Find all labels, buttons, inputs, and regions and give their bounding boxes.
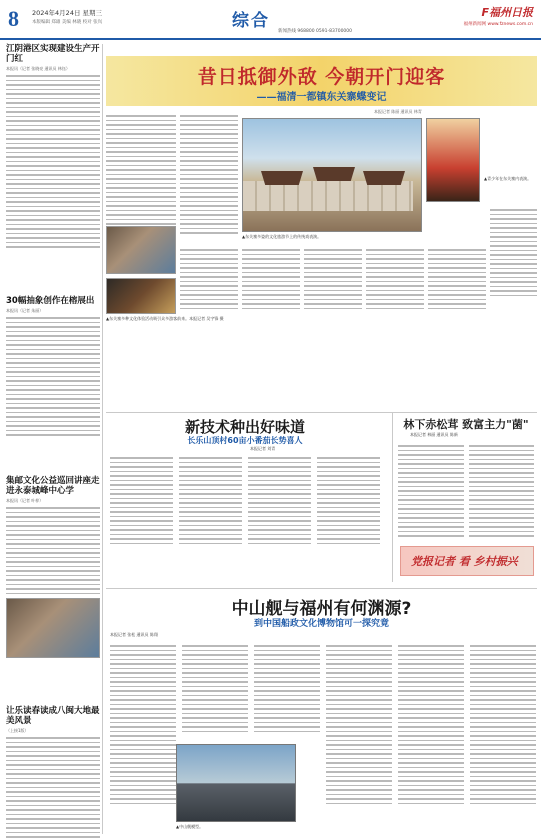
article-title: 集邮文化公益巡回讲座走进永泰城峰中心学 [6,476,100,496]
article-body [6,75,100,248]
mushroom-article-byline: 本报记者 林丽 通讯员 陈新 [410,432,458,437]
left-article-4 [6,706,100,839]
column-divider [102,44,103,834]
feature-text-col-4 [242,246,300,312]
feature-text-col-5 [304,246,362,312]
ship-photo-caption: ▲中山舰模型。 [176,824,204,829]
left-article-2 [6,296,100,439]
article-body [6,737,100,838]
masthead [0,0,541,40]
page-number: 8 [8,6,19,31]
mushroom-article-body [398,440,534,540]
feature-text-col-6 [366,246,424,312]
logo-subtext: 福州新闻网 www.fznews.com.cn [463,22,533,27]
feature-headline: 昔日抵御外敌 今朝开门迎客 [197,66,446,88]
zhongshan-article-body [110,640,536,807]
mushroom-article-title: 林下赤松茸 致富主力"菌" [403,418,529,431]
hotline: 新闻热线 968800 0591-83700000 [278,29,353,34]
article-byline: （上接1版） [6,728,29,733]
feature-article [106,56,537,321]
fortress-photo [242,118,422,232]
tomato-article-byline: 本报记者 刘青 [250,446,276,451]
date-line: 2024年4月24日 星期三 [32,9,103,17]
performer-photo [426,118,480,202]
zhongshan-article-subtitle: 到中国船政文化博物馆可一探究竟 [253,619,389,629]
small-photo-caption: ▲青少年在东关寨内表演。 [484,176,532,181]
feature-text-col-1 [106,112,176,237]
section-divider [106,588,537,589]
article-byline: 本报讯（记者 朱丽） [6,308,44,313]
article-title: 让乐读春读成八闽大地最美风景 [6,706,100,726]
tomato-article-body [110,452,380,547]
event-photo-1 [106,226,176,274]
article-body [6,507,100,594]
feature-text-col-2 [180,112,238,237]
feature-text-col-8 [490,206,537,299]
article-body [6,317,100,436]
zhongshan-article-byline: 本报记者 张松 通讯员 陈翔 [110,632,158,637]
rural-revitalization-banner [400,546,534,576]
left-article-1 [6,44,100,251]
left-column [6,44,100,834]
tomato-article-subtitle: 长乐山顶村60亩小番茄长势喜人 [187,436,303,445]
section-title: 综合 [232,11,270,31]
feature-byline: 本报记者 陈丽 通讯员 林青 [374,109,422,114]
zhongshan-article-title: 中山舰与福州有何渊源? [231,599,412,619]
banner-text: 党报记者 看 乡村振兴 [411,555,518,568]
left-article-3 [6,476,100,658]
article-title: 江阴港区实现建设生产开门红 [6,44,100,64]
zhongshan-ship-photo [176,744,296,822]
section-divider [106,412,537,413]
editors-line: 本版编辑 郑雄 美编 林晓 校对 张岚 [32,20,103,25]
lecture-photo [6,598,100,658]
feature-subheadline: ——福清一都镇东关寨蝶变记 [256,92,387,103]
article-title: 30幅抽象创作在榕展出 [6,296,95,306]
feature-text-col-3 [180,246,238,312]
article-byline: 本报讯（记者 叶梓） [6,498,44,503]
big-photo-caption: ▲东关寨多姿的文化旅游节上的传统戏表演。 [242,234,322,239]
feature-text-col-7 [428,246,486,312]
tomato-article-title: 新技术种出好味道 [184,418,305,436]
left-photo-caption: ▲东关寨多种文化体验活动吸引众多游客前来。本报记者 吴宇锋 摄 [106,316,224,321]
article-byline: 本报讯（记者 张晓亮 通讯员 林钰） [6,66,70,71]
column-divider [392,412,393,582]
event-photo-2 [106,278,176,314]
newspaper-logo: F福州日报 [481,6,533,19]
